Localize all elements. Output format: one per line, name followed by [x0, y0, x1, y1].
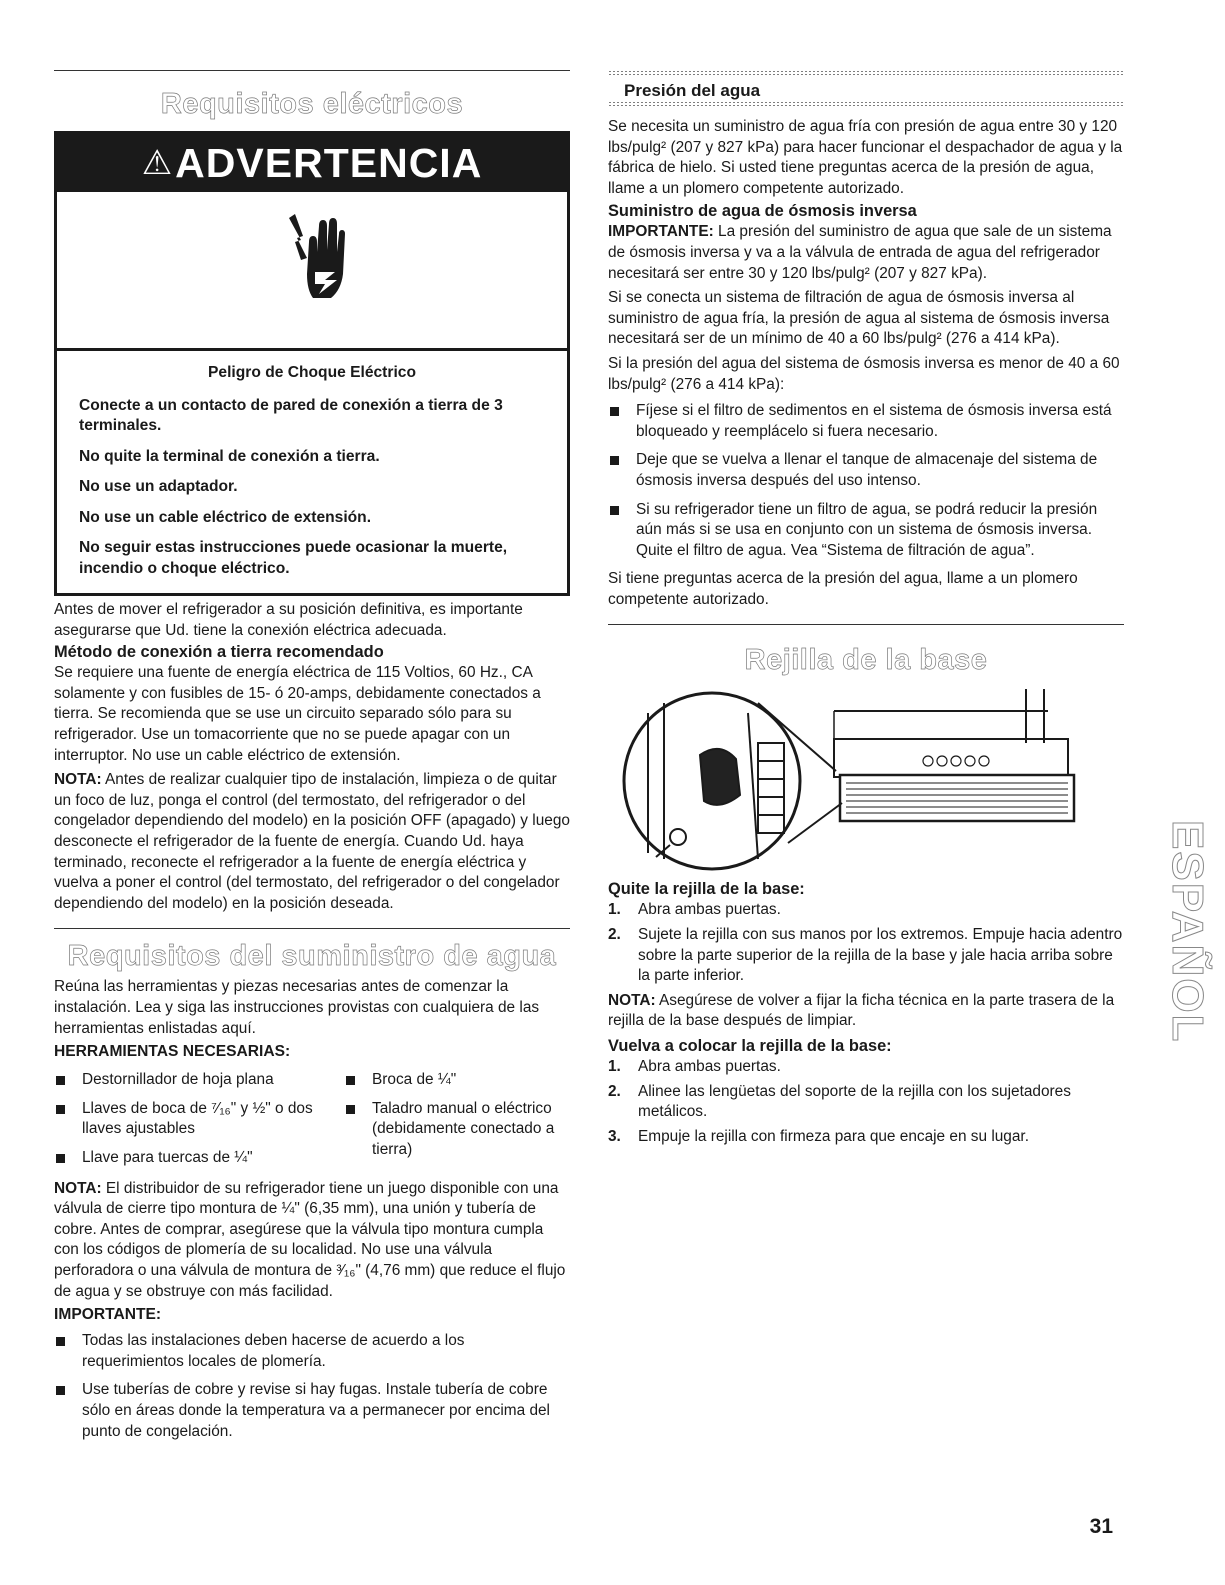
electric-shock-hand-icon — [285, 212, 345, 312]
section-rule — [54, 70, 570, 71]
tools-heading: HERRAMIENTAS NECESARIAS: — [54, 1043, 291, 1061]
ro-paragraph: Si se conecta un sistema de filtración de agua de ósmosis inversa al suministro de agua fría, la presión de agua al sistema de ósmosis inversa necesitará ser de un mínimo de 40 a 60 lbs/pulg² (276 a 414 kPa). — [608, 289, 1110, 348]
right-column — [608, 70, 1124, 1147]
ro-heading: Suministro de agua de ósmosis inversa — [608, 202, 917, 221]
important-heading: IMPORTANTE: — [54, 1306, 162, 1324]
ro-paragraph: Si la presión del agua del sistema de ósmosis inversa es menor de 40 a 60 lbs/pulg² (276 a 414 kPa): — [608, 354, 1120, 393]
pressure-text: Se necesita un suministro de agua fría con presión de agua entre 30 y 120 lbs/pulg² (207 y 827 kPa) para hacer funcionar el despachador de agua y la fábrica de hielo. Si usted tiene preguntas acerca de la presión de agua, llame a un plomero competente autorizado. — [608, 118, 1123, 197]
tool-item: Destornillador de hoja plana — [54, 1070, 344, 1091]
remove-note-label: NOTA: — [608, 991, 656, 1009]
ro-paragraph: Si tiene preguntas acerca de la presión del agua, llame a un plomero competente autorizado. — [608, 570, 1078, 608]
section-rule — [608, 624, 1124, 625]
remove-note-text: Asegúrese de volver a fijar la ficha técnica en la parte trasera de la rejilla de la base después de limpiar. — [608, 991, 1115, 1030]
warning-line: Conecte a un contacto de pared de conexión a tierra de 3 terminales. — [79, 396, 503, 435]
warning-line: No use un cable eléctrico de extensión. — [79, 508, 372, 526]
section-title-water: Requisitos del suministro de agua — [67, 940, 557, 973]
tool-item: Taladro manual o eléctrico (debidamente conectado a tierra) — [344, 1099, 570, 1161]
warning-box — [54, 131, 570, 596]
left-column — [54, 70, 570, 1442]
ro-bullet: Si su refrigerador tiene un filtro de agua, se podrá reducir la presión aún más si se usa en conjunto con un sistema de ósmosis inversa. Quite el filtro de agua. Vea “Sistema de filtración de agua”. — [608, 500, 1124, 562]
tool-item: Llave para tuercas de ¼" — [54, 1148, 344, 1169]
warning-hazard-title: Peligro de Choque Eléctrico — [208, 364, 416, 381]
warning-header-text: ADVERTENCIA — [175, 140, 483, 186]
section-title-electrical: Requisitos eléctricos — [160, 88, 464, 120]
note-text: Antes de realizar cualquier tipo de instalación, limpieza o de quitar un foco de luz, ponga el control (del termostato, del refrigerador o del congelador dependiendo del modelo) en la posición OFF (apagado) y luego desconecte el refrigerador de la fuente de energía. Cuando Ud. haya terminado, reconecte el refrigerador a la fuente de energía eléctrica y vuelva a poner el control (del termostato, del refrigerador o del congelador dependiendo del modelo) en la posición deseada. — [54, 771, 570, 912]
ro-important-label: IMPORTANTE: — [608, 223, 714, 241]
pressure-heading: Presión del agua — [624, 81, 761, 100]
base-grille-illustration — [608, 683, 1124, 873]
remove-heading: Quite la rejilla de la base: — [608, 880, 805, 899]
tool-item: Broca de ¼" — [344, 1070, 570, 1091]
page-number: 31 — [1089, 1515, 1113, 1538]
ro-important — [608, 222, 1124, 284]
warning-line: No seguir estas instrucciones puede ocasionar la muerte, incendio o choque eléctrico. — [79, 539, 508, 577]
note-label: NOTA: — [54, 771, 102, 789]
important-item: Todas las instalaciones deben hacerse de acuerdo a los requerimientos locales de plomería. — [54, 1331, 570, 1372]
ro-important-text: La presión del suministro de agua que sale de un sistema de ósmosis inversa y va a la válvula de entrada de agua del refrigerador necesitará ser entre 30 y 120 lbs/pulg² (207 y 827 kPa). — [608, 223, 1112, 282]
section-title-base-grille: Rejilla de la base — [744, 644, 988, 677]
note2-paragraph — [54, 1179, 570, 1303]
ro-bullet: Fíjese si el filtro de sedimentos en el sistema de ósmosis inversa está bloqueado y reemplácelo si fuera necesario. — [608, 401, 1124, 442]
ro-bullet: Deje que se vuelva a llenar el tanque de almacenaje del sistema de ósmosis inversa después del uso intenso. — [608, 450, 1124, 491]
note-paragraph — [54, 770, 570, 914]
grounding-text: Se requiere una fuente de energía eléctrica de 115 Voltios, 60 Hz., CA solamente y con fusibles de 15- ó 20-amps, debidamente conectados a tierra. Se recomienda que se use un circuito separado sólo para su refrigerador. Use un tomacorriente que no se puede apagar con un interruptor. No use un cable eléctrico de extensión. — [54, 664, 541, 764]
shock-hazard-area — [57, 192, 567, 351]
tools-list — [54, 1070, 570, 1168]
warning-header — [57, 134, 567, 192]
warning-body — [57, 351, 567, 593]
remove-step: 1. Abra ambas puertas. — [608, 901, 781, 919]
language-side-tab — [1135, 820, 1212, 1060]
dotted-rule — [608, 70, 1124, 76]
warning-line: No quite la terminal de conexión a tierra. — [79, 447, 380, 465]
electrical-intro: Antes de mover el refrigerador a su posición definitiva, es importante asegurarse que Ud. tiene la conexión eléctrica adecuada. — [54, 601, 523, 639]
water-intro: Reúna las herramientas y piezas necesarias antes de comenzar la instalación. Lea y siga las instrucciones provistas con cualquiera de las herramientas enlistadas aquí. — [54, 978, 540, 1037]
replace-step: 3. Empuje la rejilla con firmeza para que encaje en su lugar. — [608, 1127, 1029, 1145]
note2-label: NOTA: — [54, 1179, 102, 1197]
replace-step: 1. Abra ambas puertas. — [608, 1058, 781, 1076]
warning-line: No use un adaptador. — [79, 478, 238, 496]
replace-heading: Vuelva a colocar la rejilla de la base: — [608, 1037, 892, 1056]
grounding-heading: Método de conexión a tierra recomendado — [54, 643, 384, 662]
warning-triangle-icon: ⚠ — [141, 144, 174, 182]
dotted-rule — [608, 101, 1124, 107]
note2-text: El distribuidor de su refrigerador tiene un juego disponible con una válvula de cierre tipo montura de ¼" (6,35 mm), una unión y tubería de cobre. Antes de comprar, asegúrese que la válvula tipo montura cumpla con los códigos de plomería de su localidad. No use una válvula perforadora o una válvula de montura de ³⁄₁₆" (4,76 mm) que reduce el flujo de agua y se obstruye con más facilidad. — [54, 1179, 566, 1300]
language-side-tab-text: ESPAÑOL — [1163, 820, 1212, 1044]
remove-step: 2. Sujete la rejilla con sus manos por los extremos. Empuje hacia adentro sobre la parte superior de la rejilla de la base y jale hacia arriba sobre la parte inferior. — [608, 926, 1123, 985]
important-item: Use tuberías de cobre y revise si hay fugas. Instale tubería de cobre sólo en áreas donde la temperatura va a permanecer por encima del punto de congelación. — [54, 1380, 570, 1442]
section-rule — [54, 928, 570, 929]
tool-item: Llaves de boca de ⁷⁄₁₆" y ½" o dos llaves ajustables — [54, 1099, 344, 1140]
remove-note — [608, 991, 1124, 1032]
replace-step: 2. Alinee las lengüetas del soporte de la rejilla con los sujetadores metálicos. — [608, 1082, 1071, 1121]
